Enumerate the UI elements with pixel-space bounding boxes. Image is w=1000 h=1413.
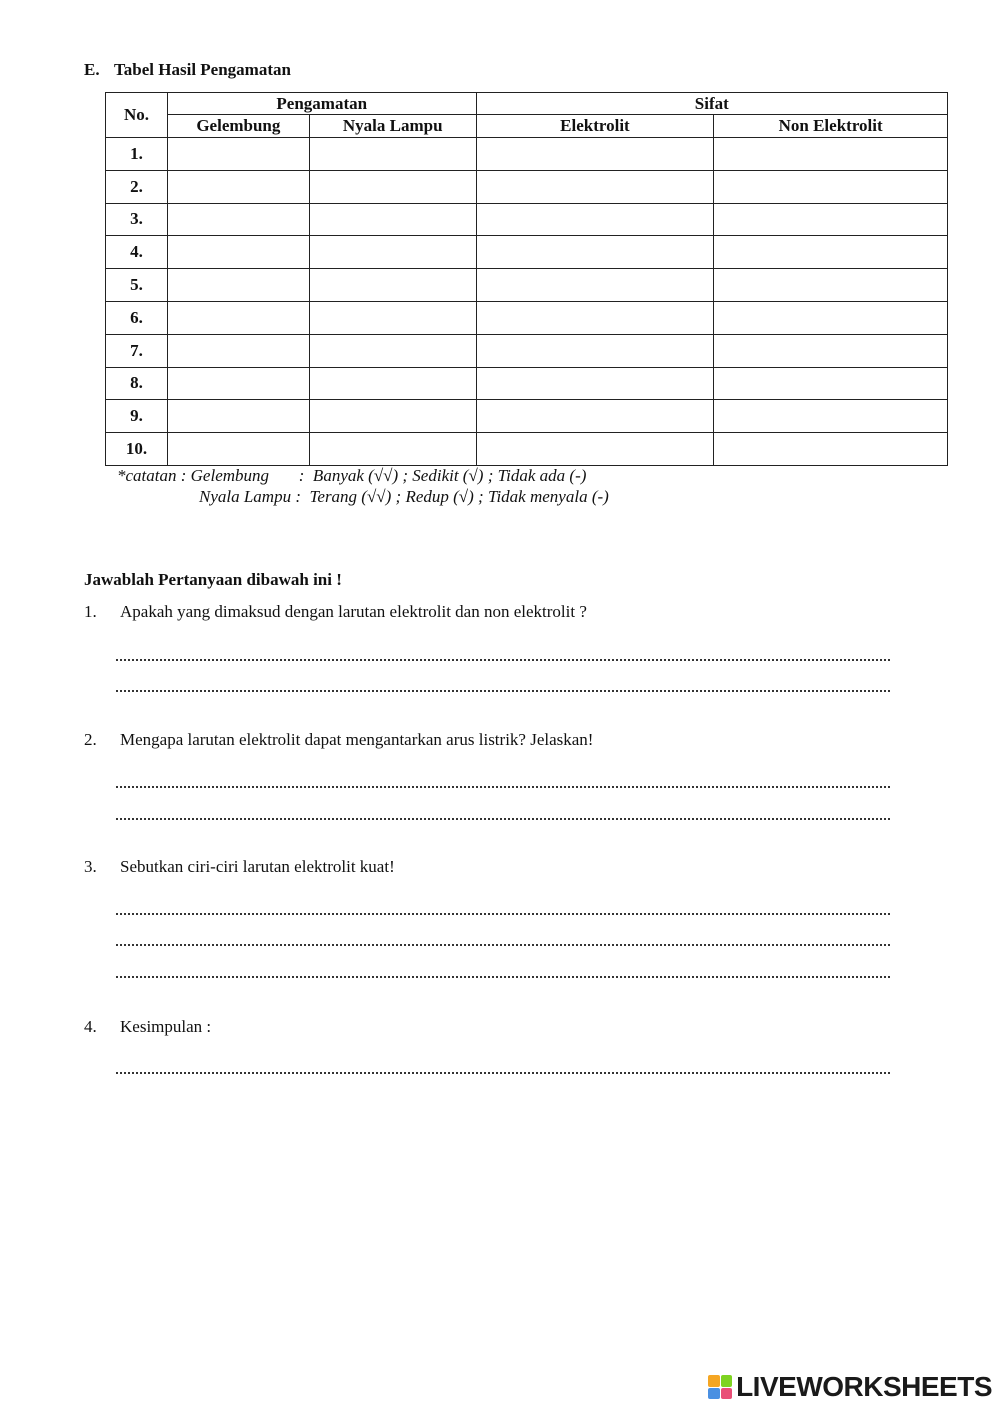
cell-bubbles[interactable] [167, 203, 309, 236]
cell-non-electrolyte[interactable] [714, 203, 948, 236]
row-number: 6. [106, 301, 168, 334]
cell-non-electrolyte[interactable] [714, 170, 948, 203]
row-number: 2. [106, 170, 168, 203]
answer-line[interactable] [116, 942, 890, 946]
cell-non-electrolyte[interactable] [714, 138, 948, 171]
cell-electrolyte[interactable] [476, 400, 714, 433]
cell-non-electrolyte[interactable] [714, 400, 948, 433]
question-2 [84, 730, 593, 750]
row-number: 7. [106, 334, 168, 367]
logo-square [721, 1388, 733, 1400]
cell-lamp[interactable] [309, 138, 476, 171]
cell-bubbles[interactable] [167, 334, 309, 367]
cell-electrolyte[interactable] [476, 203, 714, 236]
logo-square [721, 1375, 733, 1387]
header-non-electrolyte: Non Elektrolit [714, 115, 948, 138]
answer-line[interactable] [116, 784, 890, 788]
liveworksheets-logo [708, 1371, 992, 1403]
answer-line[interactable] [116, 911, 890, 915]
logo-icon [708, 1375, 732, 1399]
answer-line[interactable] [116, 816, 890, 820]
section-title [84, 60, 291, 80]
question-text: Sebutkan ciri-ciri larutan elektrolit kuat! [120, 857, 395, 876]
section-letter: E. [84, 60, 100, 79]
header-lamp: Nyala Lampu [309, 115, 476, 138]
cell-non-electrolyte[interactable] [714, 433, 948, 466]
row-number: 5. [106, 269, 168, 302]
cell-lamp[interactable] [309, 367, 476, 400]
cell-electrolyte[interactable] [476, 367, 714, 400]
cell-electrolyte[interactable] [476, 301, 714, 334]
question-number: 1. [84, 602, 97, 621]
question-number: 3. [84, 857, 97, 876]
cell-lamp[interactable] [309, 269, 476, 302]
answer-line[interactable] [116, 974, 890, 978]
cell-bubbles[interactable] [167, 236, 309, 269]
header-group-property: Sifat [476, 93, 947, 115]
question-1 [84, 602, 587, 622]
cell-bubbles[interactable] [167, 301, 309, 334]
cell-bubbles[interactable] [167, 138, 309, 171]
table-row [106, 433, 948, 466]
cell-non-electrolyte[interactable] [714, 367, 948, 400]
cell-non-electrolyte[interactable] [714, 301, 948, 334]
cell-electrolyte[interactable] [476, 433, 714, 466]
cell-bubbles[interactable] [167, 367, 309, 400]
header-bubbles: Gelembung [167, 115, 309, 138]
cell-lamp[interactable] [309, 236, 476, 269]
question-3 [84, 857, 395, 877]
cell-bubbles[interactable] [167, 433, 309, 466]
row-number: 9. [106, 400, 168, 433]
question-number: 2. [84, 730, 97, 749]
question-4 [84, 1017, 211, 1037]
table-row [106, 138, 948, 171]
note-line-2: Nyala Lampu : Terang (√√) ; Redup (√) ; Tidak menyala (-) [199, 487, 609, 506]
question-text: Mengapa larutan elektrolit dapat mengantarkan arus listrik? Jelaskan! [120, 730, 594, 749]
cell-lamp[interactable] [309, 170, 476, 203]
cell-electrolyte[interactable] [476, 269, 714, 302]
cell-electrolyte[interactable] [476, 236, 714, 269]
cell-non-electrolyte[interactable] [714, 334, 948, 367]
cell-electrolyte[interactable] [476, 138, 714, 171]
answer-line[interactable] [116, 1070, 890, 1074]
row-number: 1. [106, 138, 168, 171]
questions-heading: Jawablah Pertanyaan dibawah ini ! [84, 570, 342, 589]
header-no: No. [106, 93, 168, 138]
answer-line[interactable] [116, 688, 890, 692]
cell-non-electrolyte[interactable] [714, 236, 948, 269]
logo-square [708, 1375, 720, 1387]
cell-bubbles[interactable] [167, 400, 309, 433]
header-electrolyte: Elektrolit [476, 115, 714, 138]
table-row [106, 170, 948, 203]
table-row [106, 334, 948, 367]
cell-lamp[interactable] [309, 334, 476, 367]
row-number: 3. [106, 203, 168, 236]
table-row [106, 269, 948, 302]
table-note [117, 465, 609, 507]
logo-square [708, 1388, 720, 1400]
table-row [106, 367, 948, 400]
cell-lamp[interactable] [309, 301, 476, 334]
note-line-1: *catatan : Gelembung : Banyak (√√) ; Sedikit (√) ; Tidak ada (-) [117, 466, 587, 485]
header-group-observation: Pengamatan [167, 93, 476, 115]
row-number: 8. [106, 367, 168, 400]
row-number: 10. [106, 433, 168, 466]
cell-bubbles[interactable] [167, 170, 309, 203]
cell-electrolyte[interactable] [476, 334, 714, 367]
table-row [106, 301, 948, 334]
cell-lamp[interactable] [309, 203, 476, 236]
section-title-text: Tabel Hasil Pengamatan [114, 60, 291, 79]
table-row [106, 203, 948, 236]
table-row [106, 400, 948, 433]
cell-electrolyte[interactable] [476, 170, 714, 203]
brand-name: LIVEWORKSHEETS [736, 1371, 992, 1402]
cell-non-electrolyte[interactable] [714, 269, 948, 302]
question-number: 4. [84, 1017, 97, 1036]
answer-line[interactable] [116, 657, 890, 661]
table-row [106, 236, 948, 269]
cell-lamp[interactable] [309, 433, 476, 466]
observation-table [105, 92, 948, 466]
question-text: Apakah yang dimaksud dengan larutan elektrolit dan non elektrolit ? [120, 602, 587, 621]
cell-bubbles[interactable] [167, 269, 309, 302]
cell-lamp[interactable] [309, 400, 476, 433]
question-text: Kesimpulan : [120, 1017, 212, 1036]
row-number: 4. [106, 236, 168, 269]
